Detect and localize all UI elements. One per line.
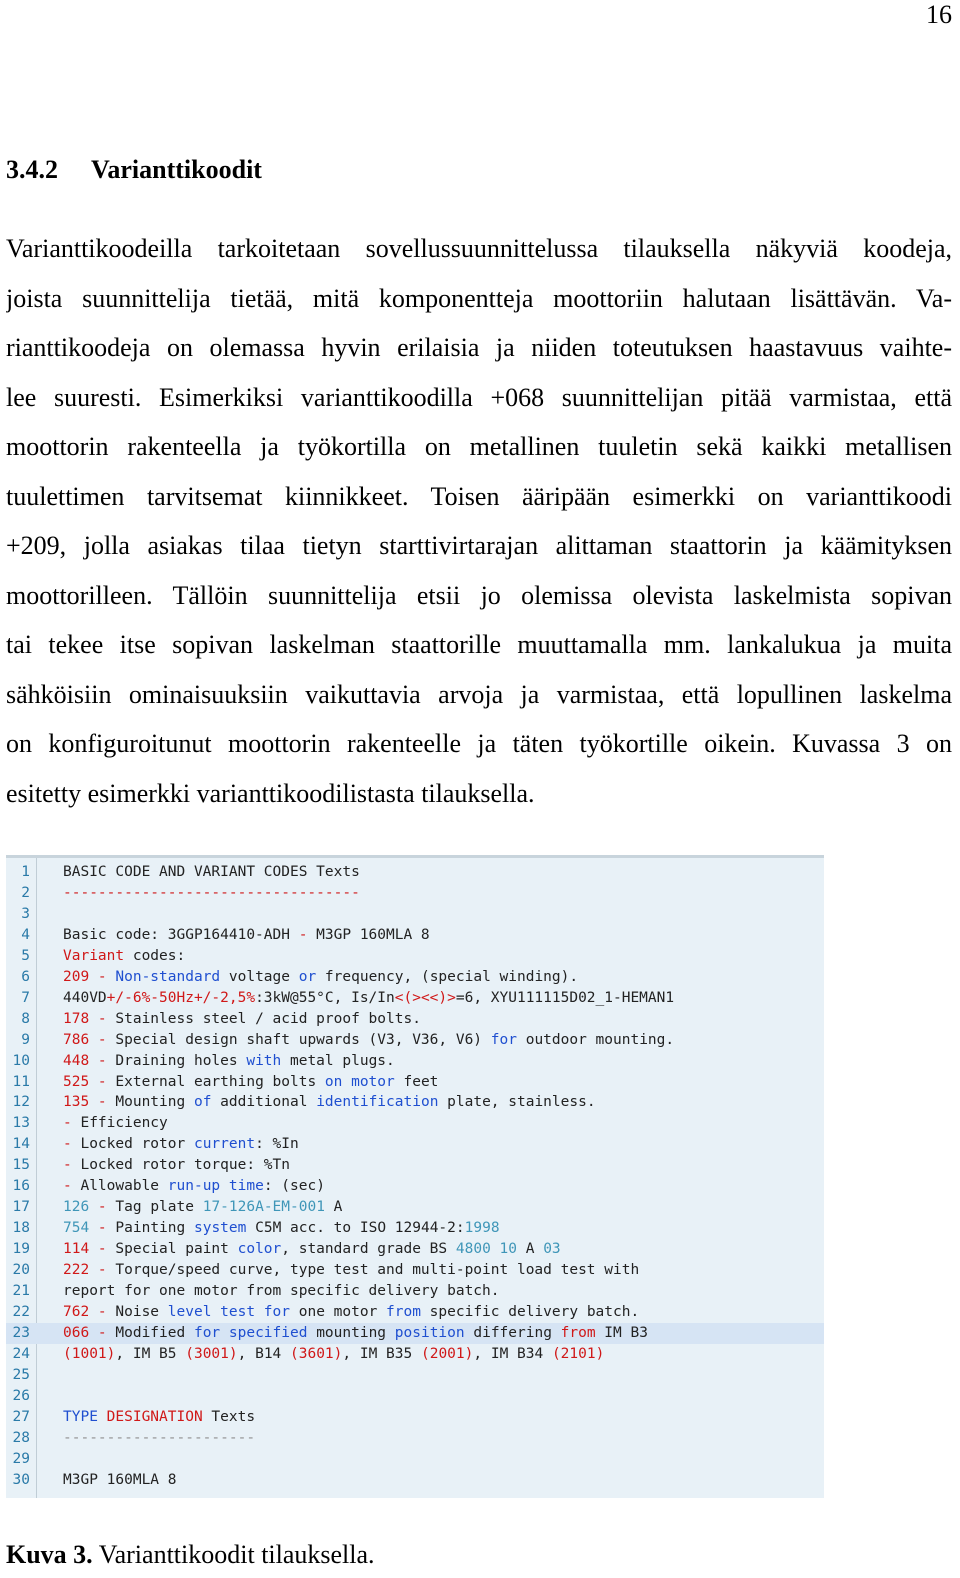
- code-text: [63, 1051, 395, 1072]
- code-token: from: [560, 1324, 596, 1341]
- code-token: -: [63, 1115, 81, 1132]
- code-editor-figure: [6, 855, 824, 1498]
- caption-text: Varianttikoodit tilauksella.: [92, 1540, 375, 1569]
- code-token: (3601): [290, 1345, 343, 1362]
- code-token: 114 -: [63, 1241, 116, 1258]
- code-line: [6, 1009, 824, 1030]
- code-text: [63, 1009, 421, 1030]
- code-text: [63, 1302, 639, 1323]
- code-token: Modified: [115, 1324, 194, 1341]
- code-token: mounting: [307, 1324, 395, 1341]
- code-token: metal plugs.: [281, 1052, 395, 1069]
- line-number: 23: [12, 1324, 30, 1341]
- code-token: 178 -: [63, 1010, 116, 1027]
- code-token: A: [324, 1199, 343, 1216]
- code-token: 126: [63, 1199, 90, 1216]
- line-number: 13: [12, 1115, 30, 1132]
- code-token: 448 -: [63, 1052, 116, 1069]
- code-token: additional: [211, 1094, 317, 1111]
- code-line: [6, 1155, 824, 1176]
- line-number: 19: [12, 1241, 30, 1258]
- code-token: Special design shaft upwards (V3, V36, V6): [115, 1031, 491, 1048]
- line-number: 30: [12, 1471, 30, 1488]
- paragraph-line: Varianttikoodeilla tarkoitetaan sovellussuunnittelussa tilauksella näkyviä koodeja,: [6, 234, 952, 263]
- code-token: Allowable: [80, 1178, 168, 1195]
- code-text: [63, 1176, 325, 1197]
- code-text: [63, 1260, 639, 1281]
- code-token: External earthing bolts: [115, 1073, 325, 1090]
- code-token: color: [237, 1241, 282, 1258]
- body-paragraph: [6, 224, 952, 818]
- figure-caption: [6, 1537, 375, 1573]
- code-token: from: [386, 1303, 421, 1320]
- code-line: [6, 1386, 824, 1407]
- line-number: 3: [21, 905, 30, 922]
- code-token: BASIC CODE AND VARIANT CODES Texts: [63, 864, 360, 880]
- code-token: =6, XYU111115D02_1-HEMAN1: [455, 989, 675, 1006]
- code-token: or: [298, 968, 317, 985]
- line-number: 18: [12, 1220, 30, 1237]
- code-line: [6, 1030, 824, 1051]
- code-token: for specified: [193, 1324, 308, 1341]
- code-token: -: [298, 926, 308, 943]
- code-token: , IM B34: [473, 1345, 552, 1362]
- code-token: 786 -: [63, 1031, 116, 1048]
- code-token: Non-standard: [115, 968, 221, 985]
- line-number: 4: [21, 926, 30, 943]
- code-token: on motor: [324, 1073, 395, 1090]
- code-text: [63, 1239, 561, 1260]
- code-token: 525 -: [63, 1073, 116, 1090]
- code-token: Torque/speed curve, type test and multi-point load test with: [115, 1262, 640, 1279]
- code-token: <(><<)>: [394, 989, 456, 1006]
- line-number: 20: [12, 1262, 30, 1279]
- code-token: 440VD: [63, 989, 107, 1006]
- code-token: : (sec): [263, 1178, 325, 1195]
- line-number: 24: [12, 1345, 30, 1362]
- line-number: 21: [12, 1283, 30, 1299]
- code-line: [6, 1092, 824, 1113]
- code-line: [6, 1323, 824, 1344]
- code-line: [6, 1197, 824, 1218]
- paragraph-line: sähköisiin ominaisuuksiin vaikuttavia arvoja ja varmistaa, että lopullinen laskelma: [6, 679, 952, 709]
- code-line: [6, 1365, 824, 1386]
- code-line: [6, 1218, 824, 1239]
- paragraph-line: tai tekee itse sopivan laskelman staattorille muuttamalla mm. lankalukua ja muita: [6, 630, 952, 659]
- code-token: 03: [543, 1241, 561, 1258]
- code-text: [63, 967, 578, 988]
- code-line: [6, 1449, 824, 1470]
- code-token: : %In: [255, 1136, 299, 1153]
- code-token: Efficiency: [80, 1115, 168, 1132]
- code-token: -: [63, 1136, 81, 1153]
- code-line: [6, 1113, 824, 1134]
- code-token: Basic code: 3GGP164410-ADH: [63, 926, 299, 943]
- paragraph-line: joista suunnittelija tietää, mitä komponentteja moottoriin halutaan lisättävän. Va-: [6, 283, 952, 313]
- code-token: Tag plate: [115, 1199, 203, 1216]
- code-token: Special paint: [115, 1241, 238, 1258]
- code-token: C5M acc. to ISO 12944-2:: [246, 1220, 465, 1237]
- code-token: one motor: [290, 1303, 387, 1320]
- code-text: [63, 1323, 648, 1344]
- code-token: specific delivery batch.: [420, 1303, 640, 1320]
- code-token: frequency, (special winding).: [316, 968, 579, 985]
- section-title: Varianttikoodit: [91, 155, 262, 184]
- code-token: -: [63, 1178, 81, 1195]
- code-token: +/-6%-50Hz+/-2,5%: [106, 989, 256, 1006]
- line-number: 9: [21, 1031, 30, 1048]
- code-text: [63, 1470, 177, 1491]
- code-text: [63, 1281, 500, 1302]
- code-token: feet: [394, 1073, 439, 1090]
- line-number: 5: [21, 947, 30, 964]
- paragraph-line: tuulettimen tarvitsemat kiinnikkeet. Toisen ääripään esimerkki on varianttikoodi: [6, 481, 952, 511]
- code-token: run-up time: [167, 1178, 264, 1195]
- paragraph-line: moottorilleen. Tällöin suunnittelija etsii jo olemissa olevista laskelmista sopivan: [6, 580, 952, 610]
- code-token: 135 -: [63, 1094, 116, 1111]
- code-text: [63, 1092, 596, 1113]
- code-token: with: [246, 1052, 282, 1069]
- code-text: [63, 1155, 290, 1176]
- line-number: 11: [12, 1073, 30, 1090]
- code-token: 754: [63, 1220, 90, 1237]
- code-text: [63, 946, 185, 967]
- code-token: Stainless steel / acid proof bolts.: [115, 1010, 421, 1027]
- paragraph-line: moottorin rakenteella ja työkortilla on metallinen tuuletin sekä kaikki metallisen: [6, 432, 952, 461]
- code-token: of: [193, 1094, 212, 1111]
- code-token: plate, stainless.: [438, 1094, 596, 1111]
- code-token: IM B3: [595, 1324, 648, 1341]
- code-token: 17-126A-EM-001: [202, 1199, 325, 1216]
- paragraph-line: lee suuresti. Esimerkiksi varianttikoodilla +068 suunnittelijan pitää varmistaa, että: [6, 382, 952, 412]
- line-number: 14: [12, 1136, 30, 1153]
- line-number: 6: [21, 968, 30, 985]
- code-token: DESIGNATION: [106, 1408, 203, 1425]
- line-number: 12: [12, 1094, 30, 1111]
- code-line: [6, 1072, 824, 1093]
- code-line: [6, 904, 824, 925]
- page-number: 16: [926, 0, 952, 29]
- code-token: Noise: [115, 1303, 168, 1320]
- code-line: [6, 967, 824, 988]
- code-token: -: [89, 1199, 116, 1216]
- code-line: [6, 946, 824, 967]
- code-token: ----------------------------------: [63, 884, 360, 901]
- code-token: outdoor mounting.: [516, 1031, 675, 1048]
- section-heading: [6, 152, 262, 188]
- code-line: [6, 1344, 824, 1365]
- code-text: [63, 1134, 299, 1155]
- paragraph-line: esitetty esimerkki varianttikoodilistasta tilauksella.: [6, 778, 535, 808]
- code-token: Painting: [115, 1220, 194, 1237]
- code-text: [63, 1030, 674, 1051]
- line-number: 17: [12, 1199, 30, 1216]
- code-token: 762 -: [63, 1303, 116, 1320]
- code-token: , B14: [237, 1345, 291, 1362]
- code-token: Texts: [202, 1408, 256, 1425]
- code-line: [6, 1470, 824, 1491]
- line-number: 26: [12, 1387, 30, 1404]
- code-token: A: [516, 1241, 544, 1258]
- line-number: 7: [21, 989, 30, 1006]
- code-token: 4800 10: [455, 1241, 517, 1258]
- code-token: M3GP 160MLA 8: [307, 926, 430, 943]
- caption-label: Kuva 3.: [6, 1540, 93, 1569]
- code-line: [6, 1281, 824, 1302]
- code-token: -: [89, 1220, 116, 1237]
- code-token: voltage: [220, 968, 299, 985]
- line-number: 25: [12, 1366, 30, 1383]
- code-line: [6, 883, 824, 904]
- code-line: [6, 1239, 824, 1260]
- code-token: -: [63, 1157, 81, 1174]
- line-number: 8: [21, 1010, 30, 1027]
- code-token: 066 -: [63, 1324, 116, 1341]
- code-line: [6, 1134, 824, 1155]
- code-text: [63, 1072, 438, 1093]
- code-line: [6, 1051, 824, 1072]
- code-text: [63, 1407, 255, 1428]
- code-text: [63, 988, 674, 1009]
- code-token: level test for: [167, 1303, 290, 1320]
- line-number: 2: [21, 884, 30, 901]
- code-token: , IM B5: [115, 1345, 186, 1362]
- code-token: Variant: [63, 947, 125, 964]
- code-token: M3GP 160MLA 8: [63, 1471, 177, 1488]
- code-token: TYPE: [63, 1408, 107, 1425]
- code-text: [63, 862, 360, 883]
- code-token: codes:: [124, 947, 186, 964]
- code-line: [6, 988, 824, 1009]
- code-token: 1998: [464, 1220, 500, 1237]
- code-line: [6, 862, 824, 883]
- section-number: 3.4.2: [6, 155, 58, 184]
- code-token: position: [394, 1324, 465, 1341]
- paragraph-line: rianttikoodeja on olemassa hyvin erilaisia ja niiden toteutuksen haastavuus vaihte-: [6, 333, 952, 362]
- code-line: [6, 1428, 824, 1449]
- code-text: [63, 1344, 604, 1365]
- code-token: :3kW@55°C, Is/In: [255, 989, 395, 1006]
- line-number: 22: [12, 1303, 30, 1320]
- code-text: [63, 925, 430, 946]
- line-number: 16: [12, 1178, 30, 1195]
- code-token: Locked rotor torque: %Tn: [80, 1157, 290, 1174]
- code-token: (1001): [63, 1345, 116, 1362]
- code-text: [63, 1218, 500, 1239]
- code-text: [63, 1428, 255, 1449]
- code-token: report for one motor from specific delivery batch.: [63, 1283, 500, 1299]
- paragraph-line: +209, jolla asiakas tilaa tietyn starttivirtarajan alittaman staattorin ja käämityksen: [6, 531, 952, 560]
- paragraph-line: on konfiguroitunut moottorin rakenteelle ja täten työkortille oikein. Kuvassa 3 on: [6, 729, 952, 758]
- line-number: 10: [12, 1052, 30, 1069]
- code-token: current: [193, 1136, 256, 1153]
- code-token: system: [193, 1220, 247, 1237]
- line-number: 1: [21, 864, 30, 880]
- code-line: [6, 1176, 824, 1197]
- code-token: differing: [464, 1324, 561, 1341]
- code-line: [6, 1260, 824, 1281]
- code-token: (2101): [551, 1345, 605, 1362]
- code-token: Locked rotor: [80, 1136, 194, 1153]
- code-token: ----------------------: [63, 1429, 256, 1446]
- code-token: (3001): [185, 1345, 238, 1362]
- line-number: 29: [12, 1450, 30, 1467]
- line-number: 28: [12, 1429, 30, 1446]
- code-token: 222 -: [63, 1262, 116, 1279]
- code-token: , IM B35: [342, 1345, 421, 1362]
- code-token: 209 -: [63, 968, 116, 985]
- code-token: identification: [316, 1094, 439, 1111]
- code-text: [63, 1113, 168, 1134]
- code-token: Draining holes: [115, 1052, 247, 1069]
- code-line: [6, 1302, 824, 1323]
- code-token: , standard grade BS: [281, 1241, 456, 1258]
- code-text: [63, 1197, 342, 1218]
- line-number: 15: [12, 1157, 30, 1174]
- code-token: for: [490, 1031, 517, 1048]
- code-text: [63, 883, 360, 904]
- code-line: [6, 925, 824, 946]
- code-token: Mounting: [115, 1094, 194, 1111]
- code-token: (2001): [420, 1345, 474, 1362]
- line-number: 27: [12, 1408, 30, 1425]
- code-line: [6, 1407, 824, 1428]
